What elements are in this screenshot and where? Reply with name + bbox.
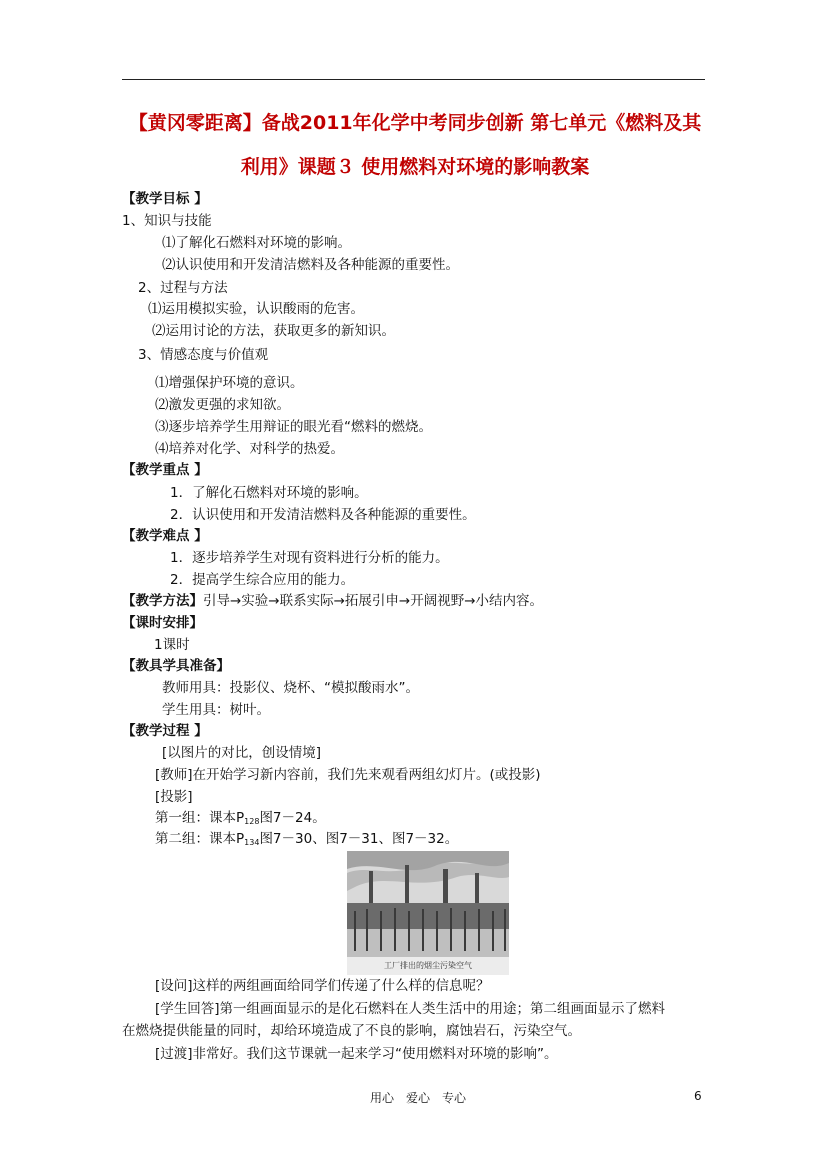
teaching-method-text: 引导→实验→联系实际→拓展引申→开阔视野→小结内容。 [203, 593, 544, 609]
goal-3-item-c: ⑶逐步培养学生用辩证的眼光看“燃料的燃烧。 [155, 419, 432, 435]
goal-2-heading: 2、过程与方法 [138, 280, 228, 296]
question-text: [设问]这样的两组画面给同学们传递了什么样的信息呢？ [155, 978, 490, 994]
process-projection: [投影] [155, 789, 193, 805]
section-heading-difficulties: 【教学难点 】 [122, 528, 208, 544]
goal-3-heading: 3、情感态度与价值观 [138, 347, 269, 363]
factory-smoke-photo [347, 851, 509, 975]
goal-1-item-a: ⑴了解化石燃料对环境的影响。 [162, 235, 351, 251]
projection-group-1: 第一组：课本$P_{128}$图7－24。 [155, 810, 326, 826]
teacher-tools: 教师用具：投影仪、烧杯、“模拟酸雨水”。 [162, 680, 419, 696]
section-heading-key-points: 【教学重点 】 [122, 462, 208, 478]
schedule-text: 1课时 [154, 637, 190, 653]
goal-3-item-d: ⑷培养对化学、对科学的热爱。 [155, 441, 344, 457]
page-number: 6 [694, 1089, 702, 1103]
goal-3-item-b: ⑵激发更强的求知欲。 [155, 397, 290, 413]
goal-1-item-b: ⑵认识使用和开发清洁燃料及各种能源的重要性。 [162, 257, 459, 273]
footer-motto: 用心 爱心 专心 [370, 1091, 467, 1105]
transition-text: [过渡]非常好。我们这节课就一起来学习“使用燃料对环境的影响”。 [155, 1046, 558, 1062]
photo-caption: 工厂排出的烟尘污染空气 [384, 961, 472, 970]
student-answer-line-2: 在燃烧提供能量的同时，却给环境造成了不良的影响，腐蚀岩石，污染空气。 [122, 1023, 581, 1039]
goal-3-item-a: ⑴增强保护环境的意识。 [155, 375, 304, 391]
student-answer-line-1: [学生回答]第一组画面显示的是化石燃料在人类生活中的用途；第二组画面显示了燃料 [155, 1001, 666, 1017]
section-heading-goals: 【教学目标 】 [122, 191, 208, 207]
goal-2-item-a: ⑴运用模拟实验，认识酸雨的危害。 [148, 301, 364, 317]
key-point-2: 2．认识使用和开发清洁燃料及各种能源的重要性。 [170, 507, 476, 523]
goal-1-heading: 1、知识与技能 [122, 213, 212, 229]
section-heading-preparation: 【教具学具准备】 [122, 658, 230, 674]
section-heading-method: 【教学方法】 [122, 593, 203, 609]
header-rule [122, 79, 705, 80]
difficulty-2: 2．提高学生综合应用的能力。 [170, 572, 355, 588]
difficulty-1: 1．逐步培养学生对现有资料进行分析的能力。 [170, 550, 449, 566]
goal-2-item-b: ⑵运用讨论的方法，获取更多的新知识。 [152, 323, 395, 339]
projection-group-2: 第二组：课本$P_{134}$图7－30、图7－31、图7－32。 [155, 831, 459, 847]
process-teacher-intro: [教师]在开始学习新内容前，我们先来观看两组幻灯片。(或投影) [155, 767, 541, 783]
section-heading-schedule: 【课时安排】 [122, 615, 203, 631]
teaching-method-line [122, 592, 543, 610]
student-tools: 学生用具：树叶。 [162, 702, 270, 718]
process-step-scenario: [以图片的对比，创设情境] [162, 745, 322, 761]
section-heading-process: 【教学过程 】 [122, 723, 208, 739]
factory-smoke-illustration [347, 851, 509, 975]
document-title-line-2: 利用》课题３ 使用燃料对环境的影响教案 [240, 156, 590, 178]
document-title-line-1: 【黄冈零距离】备战2011年化学中考同步创新 第七单元《燃料及其 [128, 112, 702, 134]
key-point-1: 1．了解化石燃料对环境的影响。 [170, 485, 368, 501]
